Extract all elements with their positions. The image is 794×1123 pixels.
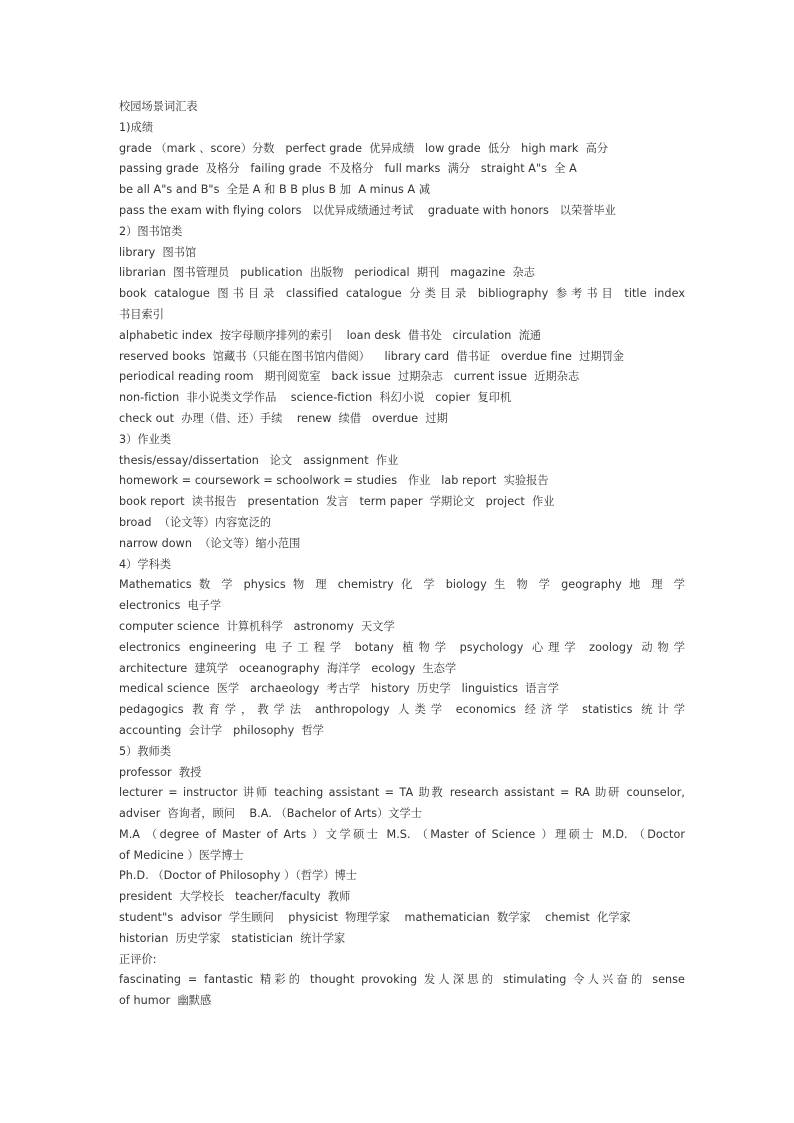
text-line: professor 教授 (119, 765, 202, 779)
text-line: of Medicine ）医学博士 (119, 848, 244, 862)
text-line: broad （论文等）内容宽泛的 (119, 515, 272, 529)
text-line: computer science 计算机科学 astronomy 天文学 (119, 619, 395, 633)
text-line: student"s advisor 学生顾问 physicist 物理学家 mathematician 数学家 chemist 化学家 (119, 911, 631, 925)
text-line: of humor 幽默感 (119, 994, 212, 1008)
text-line: M.A （degree of Master of Arts ）文学硕士 M.S. （Master of Science ）理硕士 M.D. （Doctor (119, 827, 685, 841)
section-heading-homework: 3）作业类 (119, 432, 172, 446)
section-heading-subjects: 4）学科类 (119, 557, 172, 571)
text-line: adviser 咨询者，顾问 B.A. （Bachelor of Arts）文学士 (119, 807, 423, 821)
text-line: non-fiction 非小说类文学作品 science-fiction 科幻小说 copier 复印机 (119, 391, 512, 405)
document-title: 校园场景词汇表 (119, 100, 198, 113)
text-line: president 大学校长 teacher/faculty 教师 (119, 890, 351, 904)
text-line: accounting 会计学 philosophy 哲学 (119, 723, 325, 737)
text-line: lecturer = instructor 讲师 teaching assistant = TA 助教 research assistant = RA 助研 counselor, (119, 786, 685, 800)
text-line: book catalogue 图书目录 classified catalogue 分类目录 bibliography 参考书目 title index (119, 287, 685, 301)
text-line: historian 历史学家 statistician 统计学家 (119, 931, 346, 945)
text-line: homework = coursework = schoolwork = studies 作业 lab report 实验报告 (119, 474, 549, 488)
text-line: narrow down （论文等）缩小范围 (119, 536, 301, 550)
text-line: pedagogics 教育学，教学法 anthropology 人类学 economics 经济学 statistics 统计学 (119, 703, 685, 717)
text-line: library 图书馆 (119, 245, 197, 259)
text-line: be all A"s and B"s 全是 A 和 B B plus B 加 A minus A 减 (119, 183, 431, 197)
text-line: grade （mark 、score）分数 perfect grade 优异成绩 low grade 低分 high mark 高分 (119, 141, 609, 155)
text-line: Ph.D. （Doctor of Philosophy ）（哲学）博士 (119, 869, 358, 883)
text-line: Mathematics 数 学 physics 物 理 chemistry 化 学 biology 生 物 学 geography 地 理 学 (119, 578, 685, 592)
section-heading-teachers: 5）教师类 (119, 744, 172, 758)
section-heading-positive-review: 正评价: (119, 952, 157, 966)
text-line: passing grade 及格分 failing grade 不及格分 full marks 满分 straight A"s 全 A (119, 162, 577, 176)
text-line: 书目索引 (119, 307, 164, 321)
text-line: fascinating = fantastic 精彩的 thought provoking 发人深思的 stimulating 令人兴奋的 sense (119, 973, 685, 987)
text-line: electronics 电子学 (119, 599, 222, 613)
text-line: reserved books 馆藏书（只能在图书馆内借阅） library card 借书证 overdue fine 过期罚金 (119, 349, 625, 363)
text-line: electronics engineering 电子工程学 botany 植物学 psychology 心理学 zoology 动物学 (119, 640, 685, 654)
text-line: alphabetic index 按字母顺序排列的索引 loan desk 借书处 circulation 流通 (119, 328, 542, 342)
text-line: architecture 建筑学 oceanography 海洋学 ecology 生态学 (119, 661, 457, 675)
text-line: periodical reading room 期刊阅览室 back issue 过期杂志 current issue 近期杂志 (119, 370, 580, 384)
text-line: medical science 医学 archaeology 考古学 history 历史学 linguistics 语言学 (119, 682, 559, 696)
text-line: thesis/essay/dissertation 论文 assignment 作业 (119, 453, 399, 467)
section-heading-library: 2）图书馆类 (119, 224, 183, 238)
document-body (119, 97, 685, 1012)
text-line: pass the exam with flying colors 以优异成绩通过考试 graduate with honors 以荣誉毕业 (119, 203, 616, 217)
text-line: book report 读书报告 presentation 发言 term paper 学期论文 project 作业 (119, 495, 555, 509)
text-line: librarian 图书管理员 publication 出版物 periodical 期刊 magazine 杂志 (119, 266, 535, 280)
text-line: check out 办理（借、还）手续 renew 续借 overdue 过期 (119, 411, 448, 425)
section-heading-grades: 1)成绩 (119, 120, 154, 134)
